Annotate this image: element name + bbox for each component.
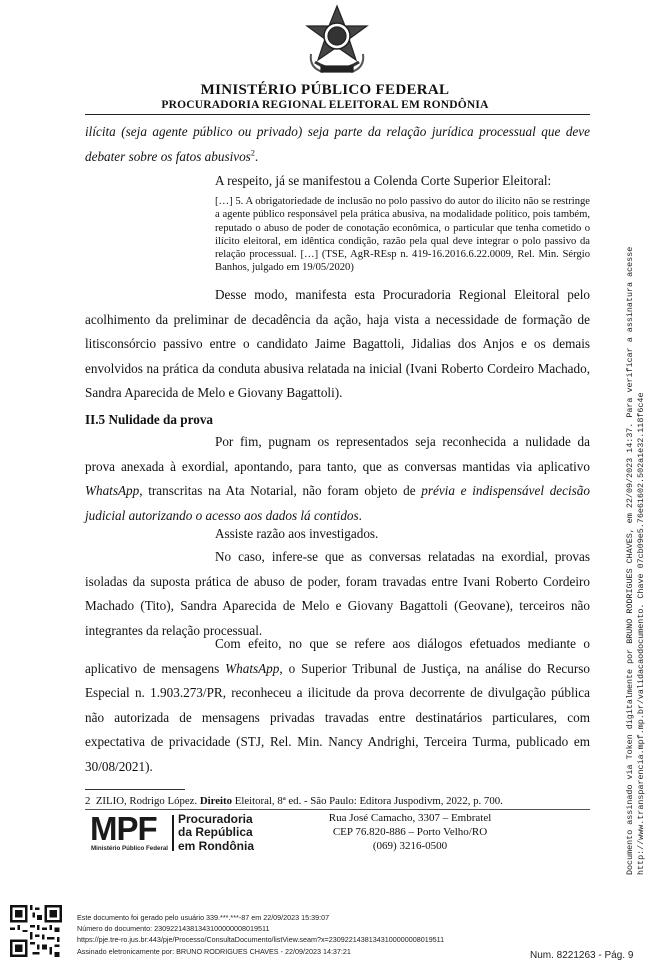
org-name-line: em Rondônia [178,838,255,853]
org-name-block [178,813,254,853]
text: Com efeito, no que se refere aos diálogos efetuados mediante o aplicativo de mensagens [85,636,590,676]
info-line: Este documento foi gerado pelo usuário 339.***.***-87 em 22/09/2023 15:39:07 [77,913,330,922]
paragraph-reason: Assiste razão aos investigados. [215,526,379,541]
org-name-line: da República [178,825,253,840]
text: . [358,507,362,523]
org-subtitle: PROCURADORIA REGIONAL ELEITORAL EM RONDÔNIA [161,99,489,111]
text: , transcritas na Ata Notarial, não foram objeto de [139,483,422,498]
text: Por fim, pugnam os representados seja reconhecida a nulidade da prova anexada à exordial, apontando, para tanto, que as conversas mantidas via aplicativo [85,434,590,474]
italic-text: prévia e indispensável decisão judicial autorizando o acesso aos dados lá contidos [85,483,590,523]
paragraph-continuation [85,120,590,169]
header-divider [85,114,590,115]
address-line: Rua José Camacho, 3307 – Embratel [328,812,492,824]
info-line: Assinado eletronicamente por: BRUNO RODRIGUES CHAVES - 22/09/2023 14:37:21 [77,946,351,956]
text: Eleitoral, 8ª ed. - São Paulo: Editora Juspodivm, 2022, p. 700. [232,795,503,807]
org-name-line: Procuradoria [178,812,253,826]
paragraph-case: No caso, infere-se que as conversas relatadas na exordial, provas isoladas da suposta prática de abuso de poder, foram travadas entre Ivani Roberto Cordeiro Machado (Tito), Sandra Aparecida de Melo e Giovany Bagattoli (Geovane), terceiros não integrantes da relação processual. [85,549,590,638]
address-block [310,812,510,853]
qr-code-icon[interactable] [10,905,62,957]
coat-of-arms-icon [301,4,373,78]
italic-text: ilícita (seja agente público ou privado) seja parte da relação jurídica processual que deve debater sobre os fatos abusivos [85,124,590,164]
document-info [77,912,444,957]
text: , o Superior Tribunal de Justiça, na análise do Recurso Especial n. 1.903.273/PR, reconheceu a ilicitude da prova decorrente de divulgação pública não autorizada de mensagens privadas travadas entre destinatários particulares, com expectativa de privacidade (STJ, Rel. Min. Nancy Andrighi, Terceira Turma, publicado em 30/08/2021). [85,660,590,774]
section-heading: II.5 Nulidade da prova [85,412,214,427]
block-quote: […] 5. A obrigatoriedade de inclusão no polo passivo do autor do ilícito não se restringe a agente público responsável pela prática abusiva, na modalidade político, pois também, reputado o abuso de poder de conotação econômica, o particular que tenha cometido o ilícito eleitoral, em idêntica condição, razão pela qual deve integrar o polo passivo da relação processual. […] (TSE, AgR-REsp n. 419-16.2016.6.22.0009, Rel. Min. Sérgio Banhos, julgado em 19/05/2020) [215,196,590,274]
footnote-number: 2 [85,795,91,807]
footnote [85,795,590,807]
stamp-line: Documento assinado via Token digitalmente por BRUNO RODRIGUES CHAVES, em 22/09/2023 14:37. Para verificar a assinatura acesse [625,246,635,875]
info-link[interactable]: https://pje.tre-ro.jus.br:443/pje/Processo/ConsultaDocumento/listView.seam?x=23092214381343100000008019511 [77,935,445,945]
footnote-ref: 2 [250,148,255,158]
paragraph-conclusion: Desse modo, manifesta esta Procuradoria Regional Eleitoral pelo acolhimento da preliminar de decadência da ação, haja vista a necessidade de formação de litisconsórcio passivo entre o candidato Jaime Bagattoli, Jidalias dos Anjos e os demais envolvidos na prática da conduta abusiva relatada na inicial (Ivani Roberto Cordeiro Machado, Sandra Aparecida de Melo e Giovany Bagattoli). [85,287,590,400]
info-line: Número do documento: 23092214381343100000008019511 [77,924,270,934]
stamp-line: http://www.transparencia.mpf.mp.br/validacaodocumento. Chave 07cb09e5.76e61602.502a1e32.118f6c4e [636,392,646,875]
text: Direito [199,795,233,807]
logo-divider [172,815,174,851]
org-title: MINISTÉRIO PÚBLICO FEDERAL [200,82,450,98]
footer-divider [85,809,590,810]
italic-text: WhatsApp [225,660,280,676]
paragraph-intro-quote: A respeito, já se manifestou a Colenda Corte Superior Eleitoral: [215,173,552,188]
text: . [254,148,259,164]
footnote-divider [85,789,185,790]
mpf-logo: MPF [90,810,157,847]
page-number: Num. 8221263 - Pág. 9 [530,950,634,961]
phone: (069) 3216-0500 [372,839,448,852]
text: ZILIO, Rodrigo López. [95,795,200,807]
address-line: CEP 76.820-886 – Porto Velho/RO [332,825,488,838]
paragraph-nullity [85,430,590,528]
italic-text: WhatsApp [85,483,140,498]
paragraph-stj [85,632,590,779]
signature-stamp [625,215,647,875]
mpf-logo-caption: Ministério Público Federal [91,845,169,852]
